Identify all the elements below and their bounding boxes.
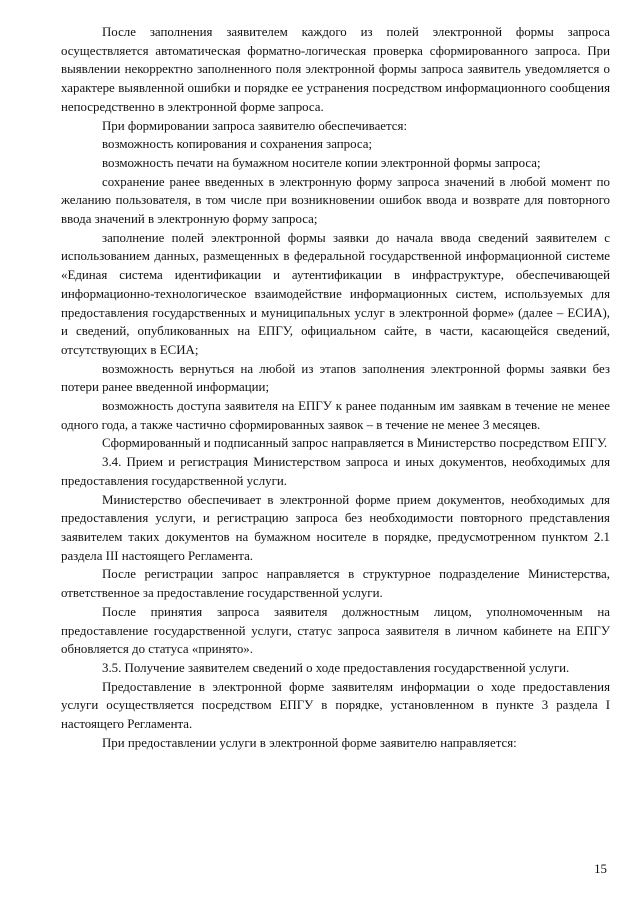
- paragraph: При формировании запроса заявителю обеспечивается:: [102, 118, 408, 133]
- paragraph: После регистрации запрос направляется в структурное подразделение Министерства, ответственное за предоставление государственной услуги.: [61, 567, 610, 601]
- paragraph: После принятия запроса заявителя должностным лицом, уполномоченным на предоставление государственной услуги, статус запроса заявителя в личном кабинете на ЕПГУ обновляется до статуса «принято».: [61, 604, 610, 657]
- paragraph: Министерство обеспечивает в электронной форме прием документов, необходимых для предоставления услуги, и регистрацию запроса без необходимости повторного представления заявителем таких документов на бумажном носителе в порядке, предусмотренном пунктом 2.1 раздела III настоящего Регламента.: [61, 492, 610, 563]
- paragraph: возможность доступа заявителя на ЕПГУ к ранее поданным им заявкам в течение не менее одного года, а также частично сформированных заявок – в течение не менее 3 месяцев.: [61, 399, 610, 432]
- section-heading: 3.5. Получение заявителем сведений о ходе предоставления государственной услуги.: [102, 660, 570, 675]
- paragraph: Предоставление в электронной форме заявителям информации о ходе предоставления услуги осуществляется посредством ЕПГУ в порядке, установленном в пункте 3 раздела I настоящего Регламента.: [61, 679, 610, 732]
- paragraph: Сформированный и подписанный запрос направляется в Министерство посредством ЕПГУ.: [102, 436, 608, 451]
- document-body: [61, 23, 610, 752]
- section-heading: 3.4. Прием и регистрация Министерством запроса и иных документов, необходимых для предоставления государственной услуги.: [61, 455, 610, 488]
- paragraph: возможность копирования и сохранения запроса;: [102, 137, 373, 152]
- paragraph: При предоставлении услуги в электронной форме заявителю направляется:: [102, 735, 517, 750]
- paragraph: возможность вернуться на любой из этапов заполнения электронной формы заявки без потери ранее введенной информации;: [61, 361, 610, 395]
- paragraph: возможность печати на бумажном носителе копии электронной формы запроса;: [102, 155, 541, 170]
- paragraph: После заполнения заявителем каждого из полей электронной формы запроса осуществляется автоматическая форматно-логическая проверка сформированного запроса. При выявлении некорректно заполненного поля электронной формы запроса заявитель уведомляется о характере выявленной ошибки и порядке ее устранения посредством информационного сообщения непосредственно в электронной форме запроса.: [61, 25, 610, 114]
- paragraph: заполнение полей электронной формы заявки до начала ввода сведений заявителем с использованием данных, размещенных в федеральной государственной информационной системе «Единая система идентификации и аутентификации в инфраструктуре, обеспечивающей информационно-технологическое взаимодействие информационных систем, используемых для предоставления государственных и муниципальных услуг в электронной форме» (далее – ЕСИА), и сведений, опубликованных на ЕПГУ, официальном сайте, в части, касающейся сведений, отсутствующих в ЕСИА;: [61, 230, 610, 357]
- paragraph: сохранение ранее введенных в электронную форму запроса значений в любой момент по желанию пользователя, в том числе при возникновении ошибок ввода и возврате для повторного ввода значений в электронную форму запроса;: [61, 174, 610, 227]
- page-number: 15: [594, 862, 607, 876]
